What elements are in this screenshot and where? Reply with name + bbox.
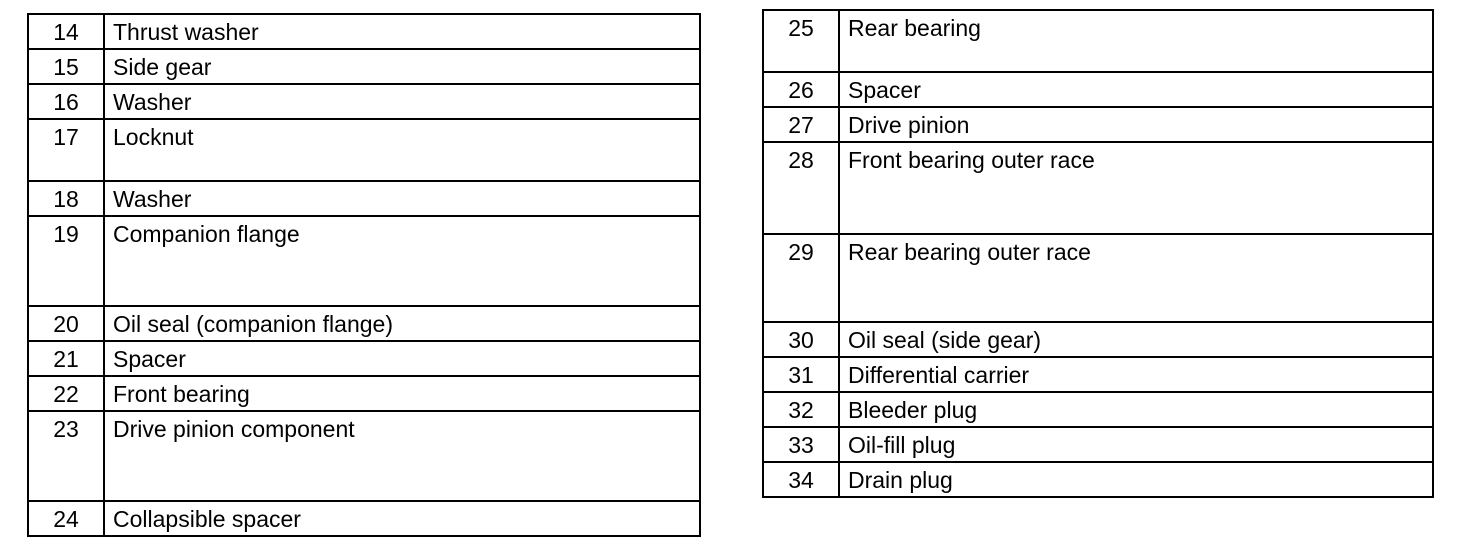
part-number: 32 [763, 392, 839, 427]
part-number: 15 [28, 49, 104, 84]
table-row [763, 462, 1433, 497]
part-number: 27 [763, 107, 839, 142]
table-row [763, 72, 1433, 107]
table-row [28, 341, 700, 376]
table-row [763, 107, 1433, 142]
part-number: 26 [763, 72, 839, 107]
table-row [28, 306, 700, 341]
part-number: 16 [28, 84, 104, 119]
table-row [28, 84, 700, 119]
part-number: 17 [28, 119, 104, 181]
parts-table-right [762, 9, 1434, 498]
table-row [28, 49, 700, 84]
part-description: Drain plug [839, 462, 1433, 497]
part-description: Bleeder plug [839, 392, 1433, 427]
part-description: Side gear [104, 49, 700, 84]
part-description: Drive pinion [839, 107, 1433, 142]
table-row [28, 501, 700, 536]
part-description: Companion flange [104, 216, 700, 306]
part-description: Front bearing outer race [839, 142, 1433, 234]
table-row [763, 357, 1433, 392]
part-description: Washer [104, 84, 700, 119]
part-description: Oil seal (companion flange) [104, 306, 700, 341]
table-row [28, 376, 700, 411]
part-number: 14 [28, 14, 104, 49]
part-description: Collapsible spacer [104, 501, 700, 536]
part-description: Locknut [104, 119, 700, 181]
table-row [763, 142, 1433, 234]
table-row [28, 411, 700, 501]
part-description: Front bearing [104, 376, 700, 411]
part-description: Rear bearing [839, 10, 1433, 72]
part-description: Thrust washer [104, 14, 700, 49]
part-number: 30 [763, 322, 839, 357]
part-number: 29 [763, 234, 839, 322]
table-row [763, 427, 1433, 462]
table-row [763, 10, 1433, 72]
part-number: 28 [763, 142, 839, 234]
part-number: 22 [28, 376, 104, 411]
table-row [763, 322, 1433, 357]
part-number: 19 [28, 216, 104, 306]
part-number: 31 [763, 357, 839, 392]
table-row [763, 392, 1433, 427]
table-row [28, 181, 700, 216]
part-description: Drive pinion component [104, 411, 700, 501]
part-description: Spacer [839, 72, 1433, 107]
part-number: 23 [28, 411, 104, 501]
part-number: 34 [763, 462, 839, 497]
table-row [28, 119, 700, 181]
table-row [28, 14, 700, 49]
part-number: 25 [763, 10, 839, 72]
part-number: 24 [28, 501, 104, 536]
part-number: 20 [28, 306, 104, 341]
part-number: 33 [763, 427, 839, 462]
part-number: 21 [28, 341, 104, 376]
part-description: Oil seal (side gear) [839, 322, 1433, 357]
table-row [28, 216, 700, 306]
part-description: Differential carrier [839, 357, 1433, 392]
part-description: Rear bearing outer race [839, 234, 1433, 322]
part-description: Oil-fill plug [839, 427, 1433, 462]
part-description: Spacer [104, 341, 700, 376]
parts-table-left [27, 13, 701, 537]
part-number: 18 [28, 181, 104, 216]
part-description: Washer [104, 181, 700, 216]
table-row [763, 234, 1433, 322]
